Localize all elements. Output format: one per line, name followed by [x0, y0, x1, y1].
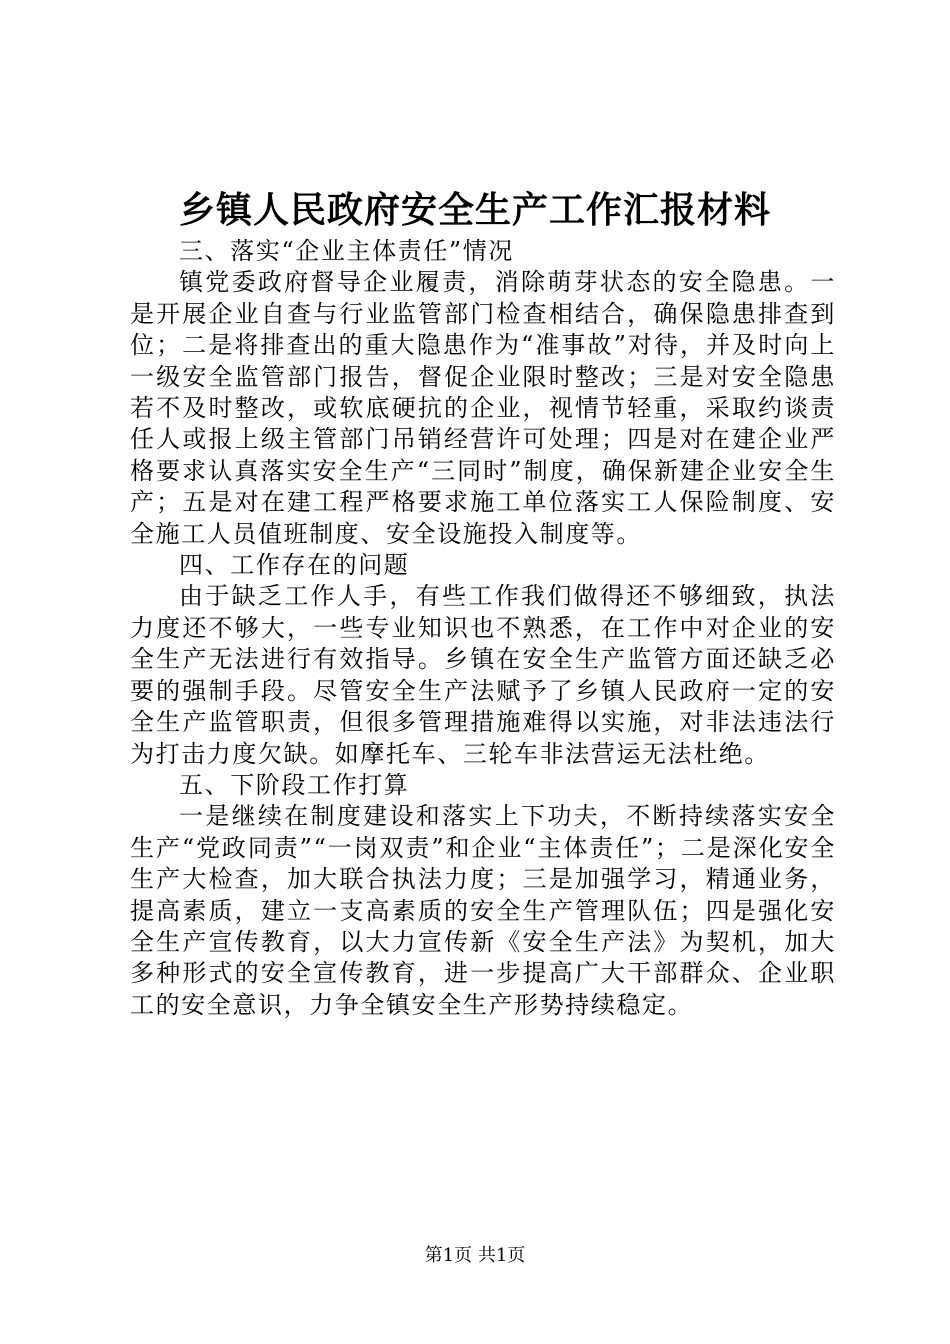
section-heading-5: 五、下阶段工作打算	[179, 770, 410, 799]
section-paragraph-4: 由于缺乏工作人手，有些工作我们做得还不够细致，执法力度还不够大，一些专业知识也不熟悉，在工作中对企业的安全生产无法进行有效指导。乡镇在安全生产监管方面还缺乏必要的强制手段。尽管安全生产法赋予了乡镇人民政府一定的安全生产监管职责，但很多管理措施难得以实施，对非法违法行为打击力度欠缺。如摩托车、三轮车非法营运无法杜绝。	[130, 582, 836, 768]
section-paragraph-5: 一是继续在制度建设和落实上下功夫，不断持续落实安全生产“党政同责”“一岗双责”和企业“主体责任”；二是深化安全生产大检查，加大联合执法力度；三是加强学习，精通业务，提高素质，建立一支高素质的安全生产管理队伍；四是强化安全生产宣传教育，以大力宣传新《安全生产法》为契机，加大多种形式的安全宣传教育，进一步提高广大干部群众、企业职工的安全意识，力争全镇安全生产形势持续稳定。	[130, 802, 836, 1019]
page-footer: 第1页 共1页	[424, 1245, 526, 1266]
document-title: 乡镇人民政府安全生产工作汇报材料	[178, 189, 771, 231]
section-paragraph-3: 镇党委政府督导企业履责，消除萌芽状态的安全隐患。一是开展企业自查与行业监管部门检查相结合，确保隐患排查到位；二是将排查出的重大隐患作为“准事故”对待，并及时向上一级安全监管部门报告，督促企业限时整改；三是对安全隐患若不及时整改，或软底硬抗的企业，视情节轻重，采取约谈责任人或报上级主管部门吊销经营许可处理；四是对在建企业严格要求认真落实安全生产“三同时”制度，确保新建企业安全生产；五是对在建工程严格要求施工单位落实工人保险制度、安全施工人员值班制度、安全设施投入制度等。	[130, 268, 836, 548]
section-heading-4: 四、工作存在的问题	[179, 551, 410, 580]
section-heading-3: 三、落实“企业主体责任”情况	[179, 237, 514, 265]
document-body	[130, 236, 836, 1021]
